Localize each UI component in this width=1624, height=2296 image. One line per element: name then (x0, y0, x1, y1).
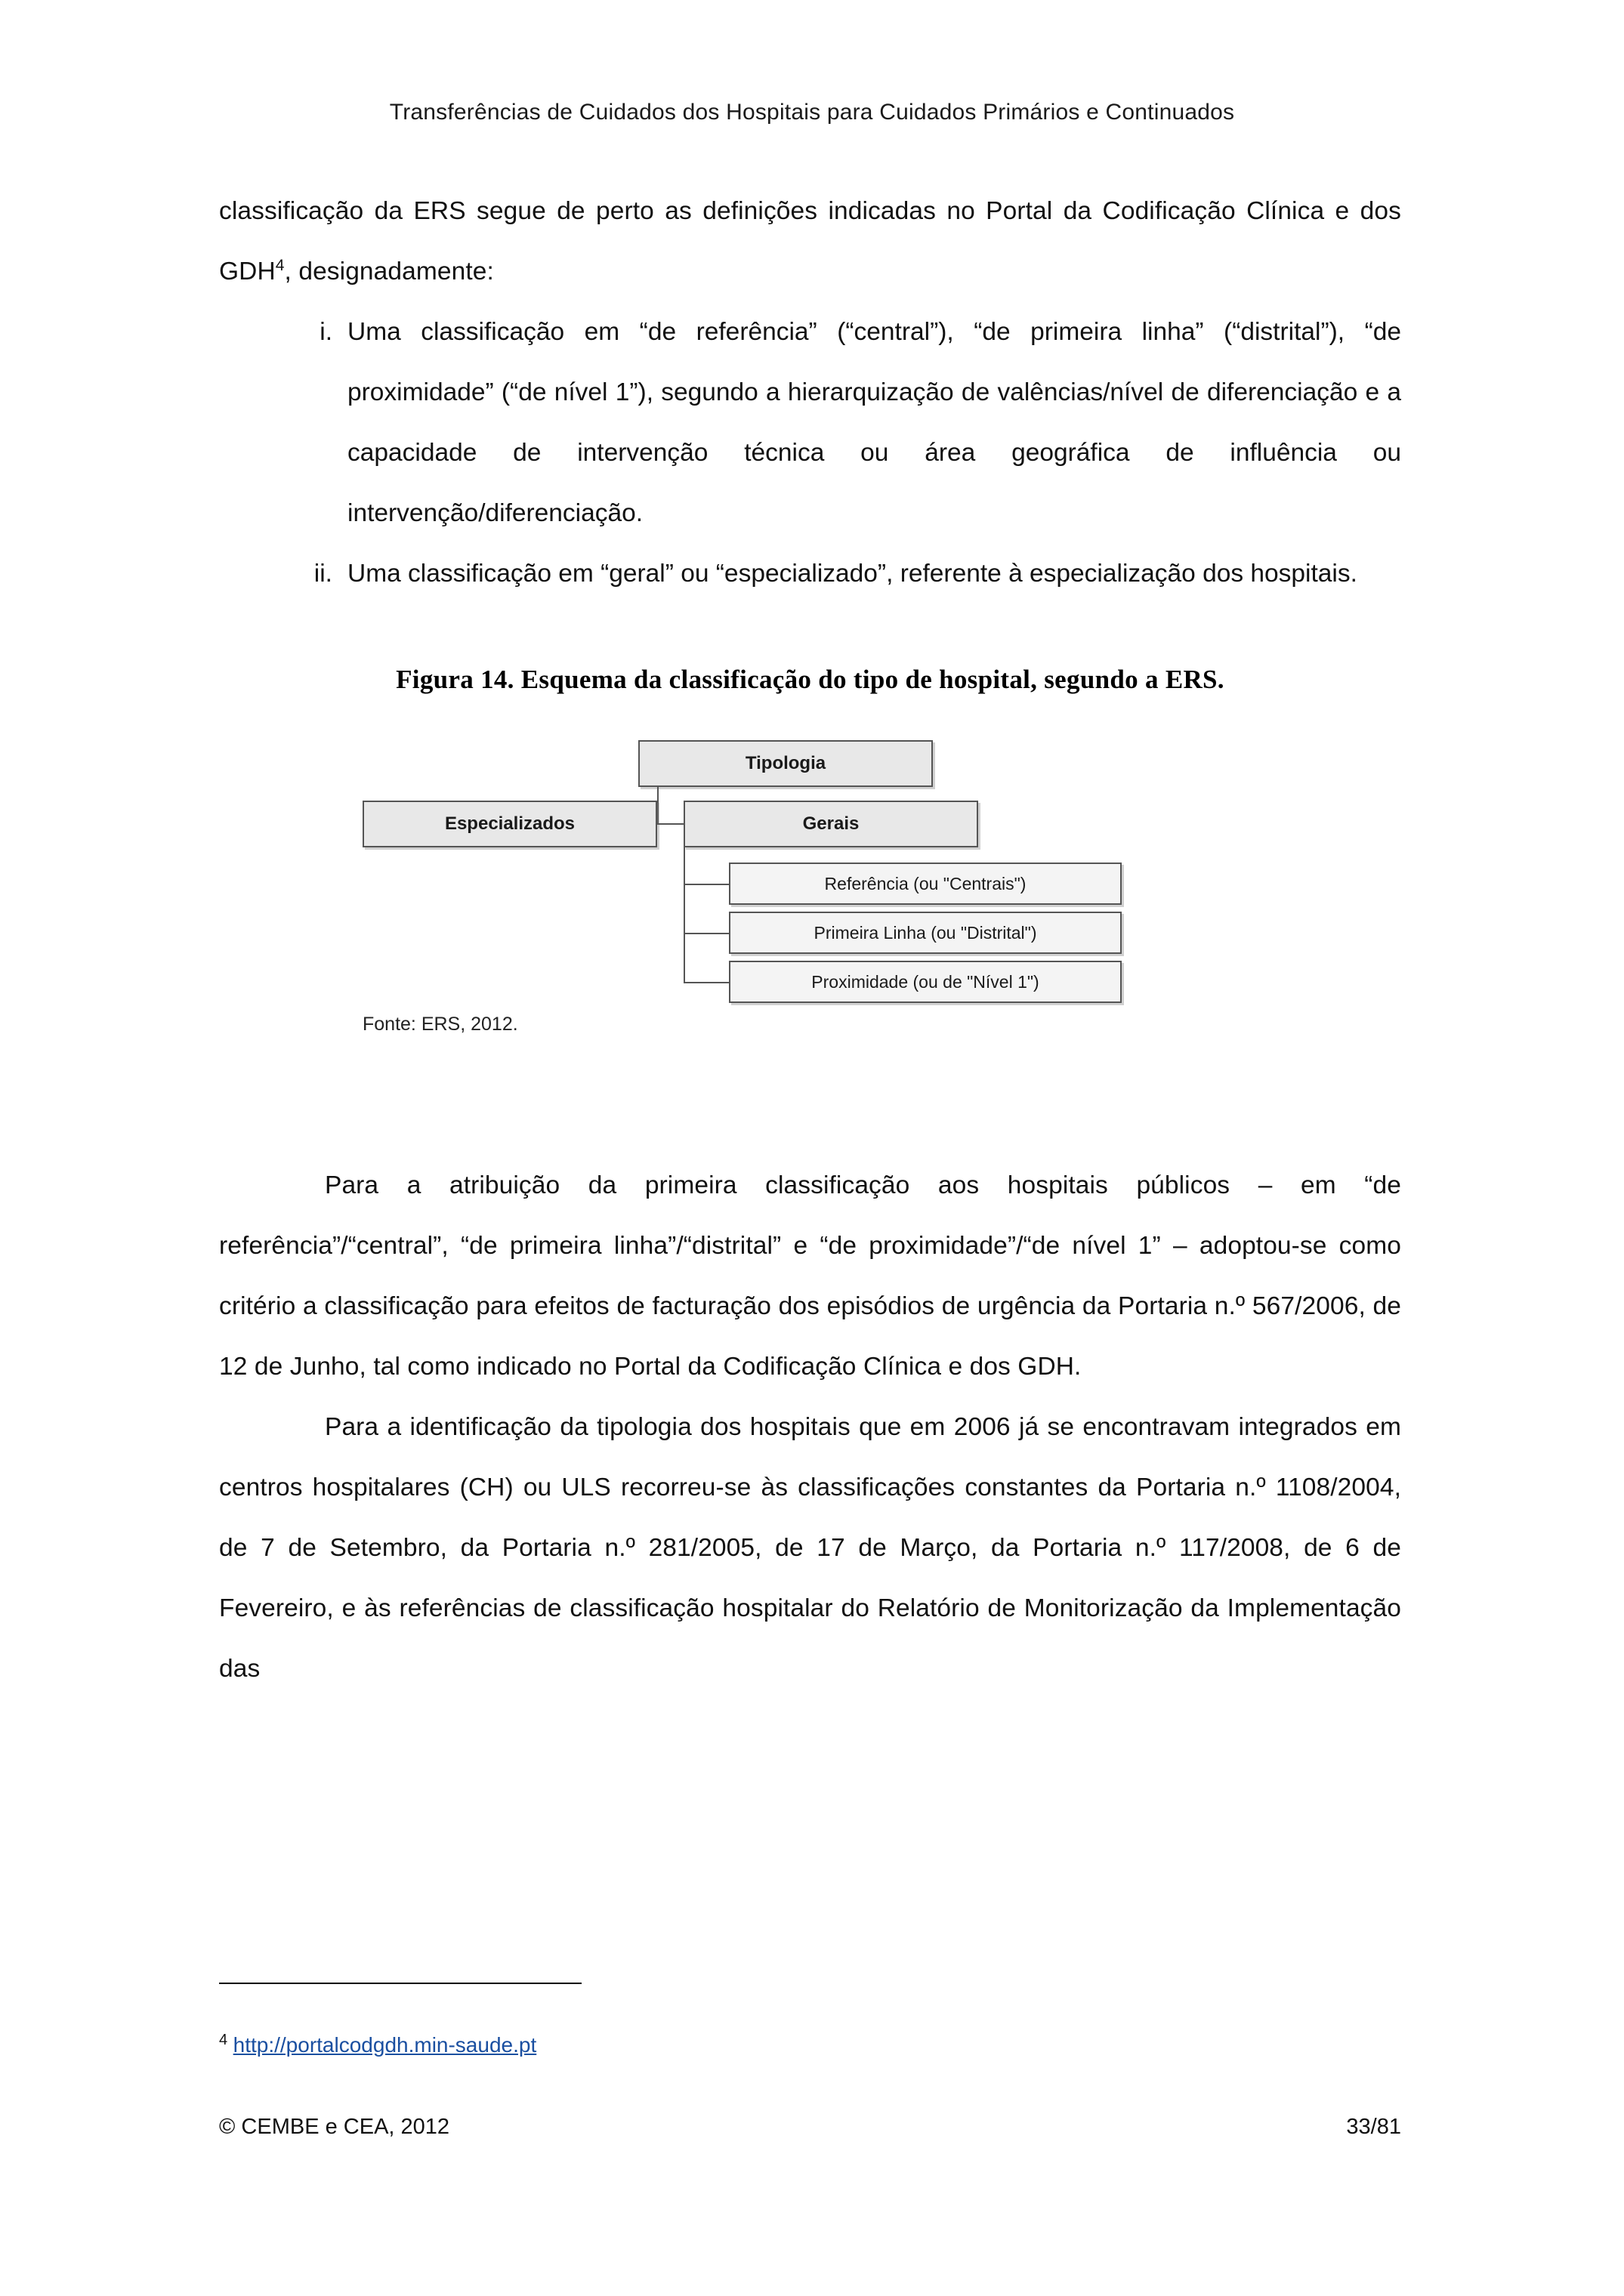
footnote-reference: 4 (275, 256, 285, 274)
footnote-separator (219, 1983, 582, 1984)
figure-node-referencia: Referência (ou "Centrais") (729, 863, 1122, 905)
running-header: Transferências de Cuidados dos Hospitais para Cuidados Primários e Continuados (389, 100, 1235, 125)
paragraph-intro-part1: classificação da ERS segue de perto as definições indicadas no Portal da Codificação Clínica e dos GDH (219, 197, 1401, 285)
figure-connector-branch-3 (684, 982, 729, 983)
footnote-marker: 4 (219, 2032, 228, 2048)
list-item-marker: i. (320, 318, 332, 346)
footer-page-number: 33/81 (1346, 2115, 1401, 2139)
figure-connector-root-vertical (657, 787, 659, 823)
figure-node-especializados: Especializados (363, 801, 657, 847)
paragraph-after-2: Para a identificação da tipologia dos hospitais que em 2006 já se encontravam integrados em centros hospitalares (CH) ou ULS recorreu-se às classificações constantes da Portaria n.º 1108/2004, de 7 de Setembro, da Portaria n.º 281/2005, de 17 de Março, da Portaria n.º 117/2008, de 6 de Fevereiro, e às referências de classificação hospitalar do Relatório de Monitorização da Implementação das (219, 1413, 1401, 1683)
figure-connector-left-right (657, 823, 684, 825)
list-item-text: Uma classificação em “de referência” (“central”), “de primeira linha” (“distrital”), “de proximidade” (“de nível 1”), segundo a hierarquização de valências/nível de diferenciação e a capacidade de intervenção técnica ou área geográfica de influência ou intervenção/diferenciação. (347, 318, 1401, 527)
paragraph-after-1: Para a atribuição da primeira classificação aos hospitais públicos – em “de referência”/“central”, “de primeira linha”/“distrital” e “de proximidade”/“de nível 1” – adoptou-se como critério a classificação para efeitos de facturação dos episódios de urgência da Portaria n.º 567/2006, de 12 de Junho, tal como indicado no Portal da Codificação Clínica e dos GDH. (219, 1171, 1401, 1381)
figure-node-proximidade: Proximidade (ou de "Nível 1") (729, 961, 1122, 1003)
figure-connector-gerais-vertical (684, 847, 685, 982)
figure-connector-branch-1 (684, 884, 729, 885)
paragraph-intro (219, 181, 1401, 302)
figure-node-gerais: Gerais (684, 801, 978, 847)
list-item (219, 544, 1401, 604)
footer-copyright: © CEMBE e CEA, 2012 (219, 2115, 450, 2139)
figure-diagram (340, 727, 1397, 1066)
list-item (219, 302, 1401, 544)
roman-list (219, 302, 1401, 604)
figure-caption: Figura 14. Esquema da classificação do tipo de hospital, segundo a ERS. (396, 665, 1224, 694)
figure-node-primeira-linha: Primeira Linha (ou "Distrital") (729, 912, 1122, 954)
page-footer (219, 2115, 1401, 2140)
footnote (219, 2032, 536, 2057)
footnote-link[interactable]: http://portalcodgdh.min-saude.pt (233, 2033, 537, 2057)
figure-source: Fonte: ERS, 2012. (363, 1014, 518, 1035)
list-item-text: Uma classificação em “geral” ou “especializado”, referente à especialização dos hospitais. (347, 560, 1357, 588)
figure-connector-branch-2 (684, 933, 729, 934)
paragraph-intro-part2: , designadamente: (284, 258, 494, 285)
list-item-marker: ii. (313, 560, 332, 588)
figure-node-tipologia: Tipologia (638, 740, 933, 787)
page-content (219, 181, 1401, 1699)
